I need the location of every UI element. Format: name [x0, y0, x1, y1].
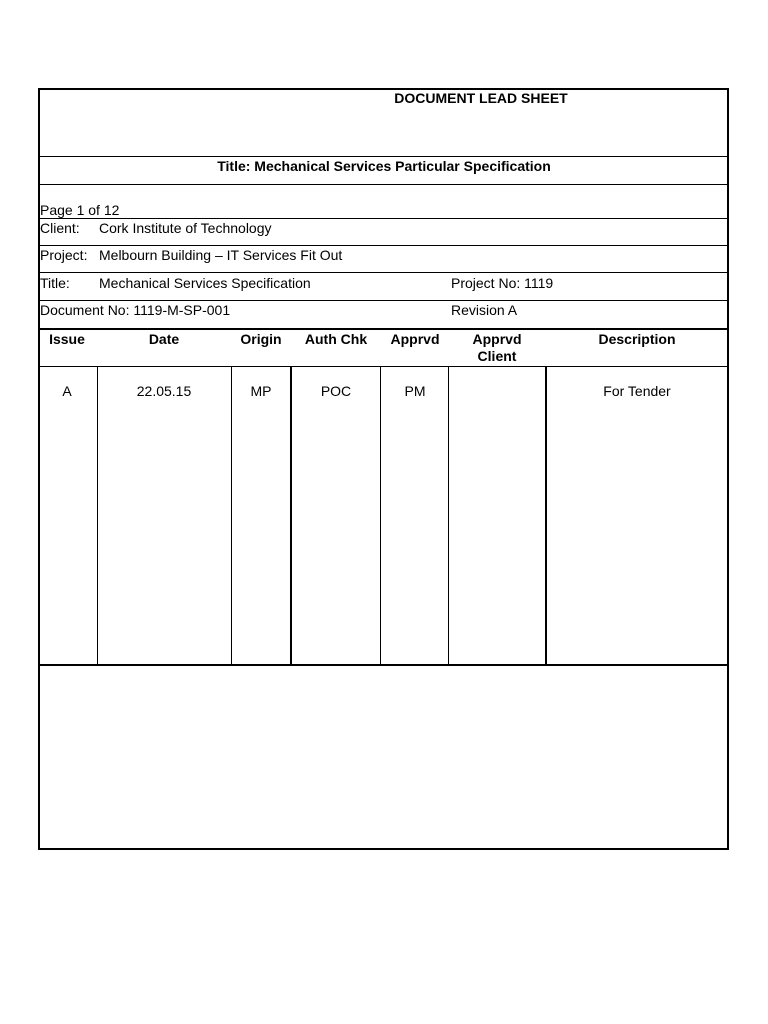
divider [38, 184, 729, 185]
divider [38, 156, 729, 157]
sheet-title: DOCUMENT LEAD SHEET [394, 90, 568, 106]
title-label: Title: [40, 275, 70, 291]
column-divider [545, 366, 547, 664]
col-header-origin: Origin [240, 331, 282, 347]
revision: Revision A [451, 302, 518, 318]
client-value: Cork Institute of Technology [99, 220, 272, 236]
title-value: Mechanical Services Specification [99, 275, 311, 291]
project-label: Project: [40, 247, 88, 263]
col-header-auth-chk: Auth Chk [304, 331, 368, 347]
col-header-description: Description [598, 331, 676, 347]
divider [38, 664, 729, 666]
page-count: Page 1 of 12 [40, 202, 120, 218]
cell-issue: A [62, 383, 72, 399]
cell-description: For Tender [603, 383, 671, 399]
document-title: Title: Mechanical Services Particular Specification [217, 158, 551, 174]
col-header-apprvd: Apprvd [390, 331, 440, 347]
col-header-issue: Issue [49, 331, 85, 347]
cell-origin: MP [250, 383, 272, 399]
cell-apprvd: PM [404, 383, 426, 399]
column-divider [97, 366, 98, 664]
divider [38, 366, 729, 367]
lead-sheet-frame [38, 88, 729, 850]
cell-auth-chk: POC [320, 383, 352, 399]
project-number: Project No: 1119 [451, 275, 554, 291]
col-header-apprvd-client-line1: Apprvd [472, 331, 522, 347]
client-label: Client: [40, 220, 80, 236]
col-header-date: Date [148, 331, 180, 347]
divider [38, 300, 729, 301]
divider [38, 272, 729, 273]
col-header-apprvd-client-line2: Client [477, 348, 517, 364]
divider [38, 328, 729, 330]
column-divider [448, 366, 449, 664]
column-divider [290, 366, 292, 664]
column-divider [380, 366, 381, 664]
divider [38, 218, 729, 219]
document-number: Document No: 1119-M-SP-001 [40, 302, 231, 318]
divider [38, 245, 729, 246]
project-value: Melbourn Building – IT Services Fit Out [99, 247, 343, 263]
column-divider [231, 366, 232, 664]
cell-date: 22.05.15 [136, 383, 192, 399]
